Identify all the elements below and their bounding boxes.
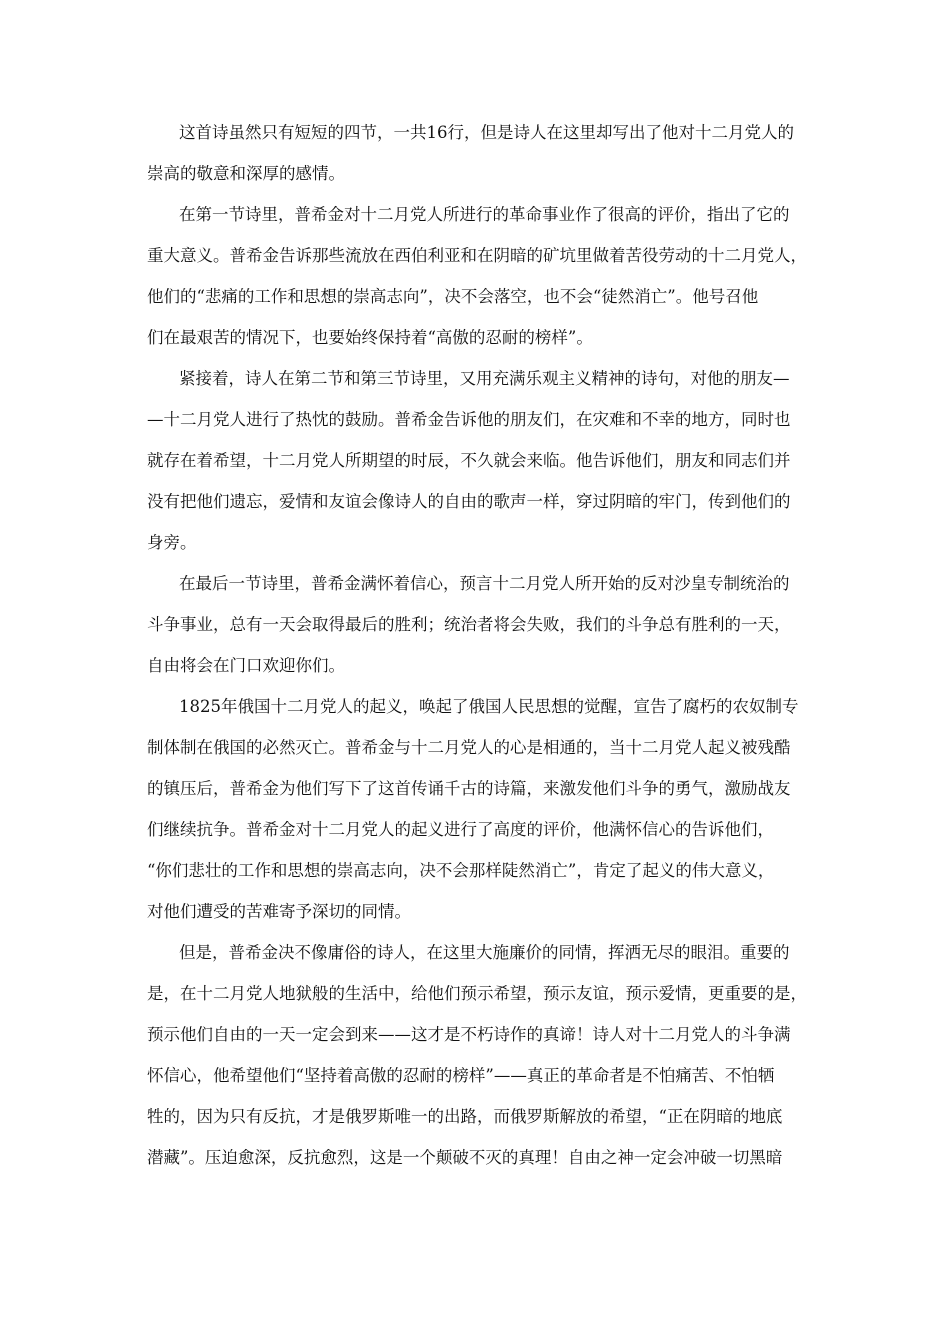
text-line: 在最后一节诗里，普希金满怀着信心，预言十二月党人所开始的反对沙皇专制统治的: [179, 574, 790, 593]
text-line: 潜藏”。压迫愈深，反抗愈烈，这是一个颠破不灭的真理！自由之神一定会冲破一切黑暗: [147, 1148, 783, 1167]
text-line: 他们的“悲痛的工作和思想的崇高志向”，决不会落空，也不会“徒然消亡”。他号召他: [147, 287, 759, 306]
text-line: 斗争事业，总有一天会取得最后的胜利；统治者将会失败，我们的斗争总有胜利的一天，: [147, 615, 791, 634]
text-line: 自由将会在门口欢迎你们。: [147, 656, 345, 675]
text-line: 身旁。: [147, 533, 197, 552]
text-line: 就存在着希望，十二月党人所期望的时辰，不久就会来临。他告诉他们，朋友和同志们并: [147, 451, 791, 470]
text-line: 牲的，因为只有反抗，才是俄罗斯唯一的出路，而俄罗斯解放的希望，“正在阴暗的地底: [147, 1107, 783, 1126]
text-line: 怀信心，他希望他们“坚持着高傲的忍耐的榜样”——真正的革命者是不怕痛苦、不怕牺: [147, 1066, 775, 1085]
text-line: 们继续抗争。普希金对十二月党人的起义进行了高度的评价，他满怀信心的告诉他们，: [147, 820, 774, 839]
text-line: 预示他们自由的一天一定会到来——这才是不朽诗作的真谛！诗人对十二月党人的斗争满: [147, 1025, 791, 1044]
text-line: 是，在十二月党人地狱般的生活中，给他们预示希望，预示友谊，预示爱情，更重要的是，: [147, 984, 807, 1003]
text-line: 但是，普希金决不像庸俗的诗人，在这里大施廉价的同情，挥洒无尽的眼泪。重要的: [179, 943, 790, 962]
text-line: 们在最艰苦的情况下，也要始终保持着“高傲的忍耐的榜样”。: [147, 328, 593, 347]
text-line: 在第一节诗里，普希金对十二月党人所进行的革命事业作了很高的评价，指出了它的: [179, 205, 790, 224]
text-line: 没有把他们遗忘，爱情和友谊会像诗人的自由的歌声一样，穿过阴暗的牢门，传到他们的: [147, 492, 791, 511]
text-line: 崇高的敬意和深厚的感情。: [147, 164, 345, 183]
text-line: 1825年俄国十二月党人的起义，唤起了俄国人民思想的觉醒，宣告了腐朽的农奴制专: [179, 697, 799, 716]
text-line: 紧接着，诗人在第二节和第三节诗里，又用充满乐观主义精神的诗句，对他的朋友—: [179, 369, 790, 388]
text-line: 的镇压后，普希金为他们写下了这首传诵千古的诗篇，来激发他们斗争的勇气，激励战友: [147, 779, 791, 798]
text-line: —十二月党人进行了热忱的鼓励。普希金告诉他的朋友们，在灾难和不幸的地方，同时也: [147, 410, 791, 429]
text-line: 这首诗虽然只有短短的四节，一共16行，但是诗人在这里却写出了他对十二月党人的: [179, 123, 794, 142]
text-line: 重大意义。普希金告诉那些流放在西伯利亚和在阴暗的矿坑里做着苦役劳动的十二月党人，: [147, 246, 807, 265]
text-line: “你们悲壮的工作和思想的崇高志向，决不会那样陡然消亡”，肯定了起义的伟大意义，: [147, 861, 775, 880]
text-line: 制体制在俄国的必然灭亡。普希金与十二月党人的心是相通的，当十二月党人起义被残酷: [147, 738, 791, 757]
text-line: 对他们遭受的苦难寄予深切的同情。: [147, 902, 411, 921]
